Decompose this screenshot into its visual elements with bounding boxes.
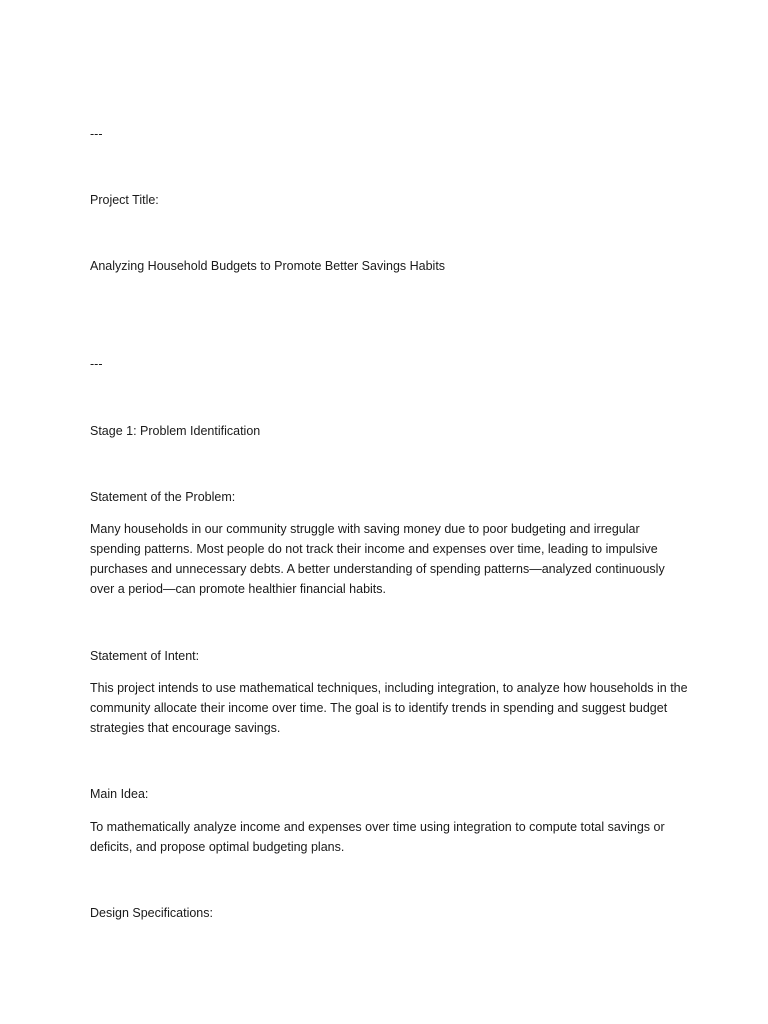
intent-statement-text: This project intends to use mathematical techniques, including integration, to analyze how households in the community allocate their income over time. The goal is to identify trends in spending and suggest budget strategies that encourage savings. <box>90 681 688 735</box>
intent-statement-label: Statement of Intent: <box>90 649 200 663</box>
problem-statement-text: Many households in our community struggle with saving money due to poor budgeting and irregular spending patterns. Most people do not track their income and expenses over time, leading to impulsive purchases and unnecessary debts. A better understanding of spending patterns—analyzed continuously over a period—can promote healthier financial habits. <box>90 522 665 596</box>
design-specifications-label: Design Specifications: <box>90 906 213 920</box>
separator-middle: --- <box>90 357 103 371</box>
main-idea-label: Main Idea: <box>90 787 149 801</box>
separator-top: --- <box>90 127 103 141</box>
stage-heading: Stage 1: Problem Identification <box>90 424 261 438</box>
project-title: Analyzing Household Budgets to Promote Better Savings Habits <box>90 259 446 273</box>
main-idea-text: To mathematically analyze income and expenses over time using integration to compute total savings or deficits, and propose optimal budgeting plans. <box>90 820 665 854</box>
problem-statement-label: Statement of the Problem: <box>90 490 236 504</box>
project-title-label: Project Title: <box>90 193 159 207</box>
